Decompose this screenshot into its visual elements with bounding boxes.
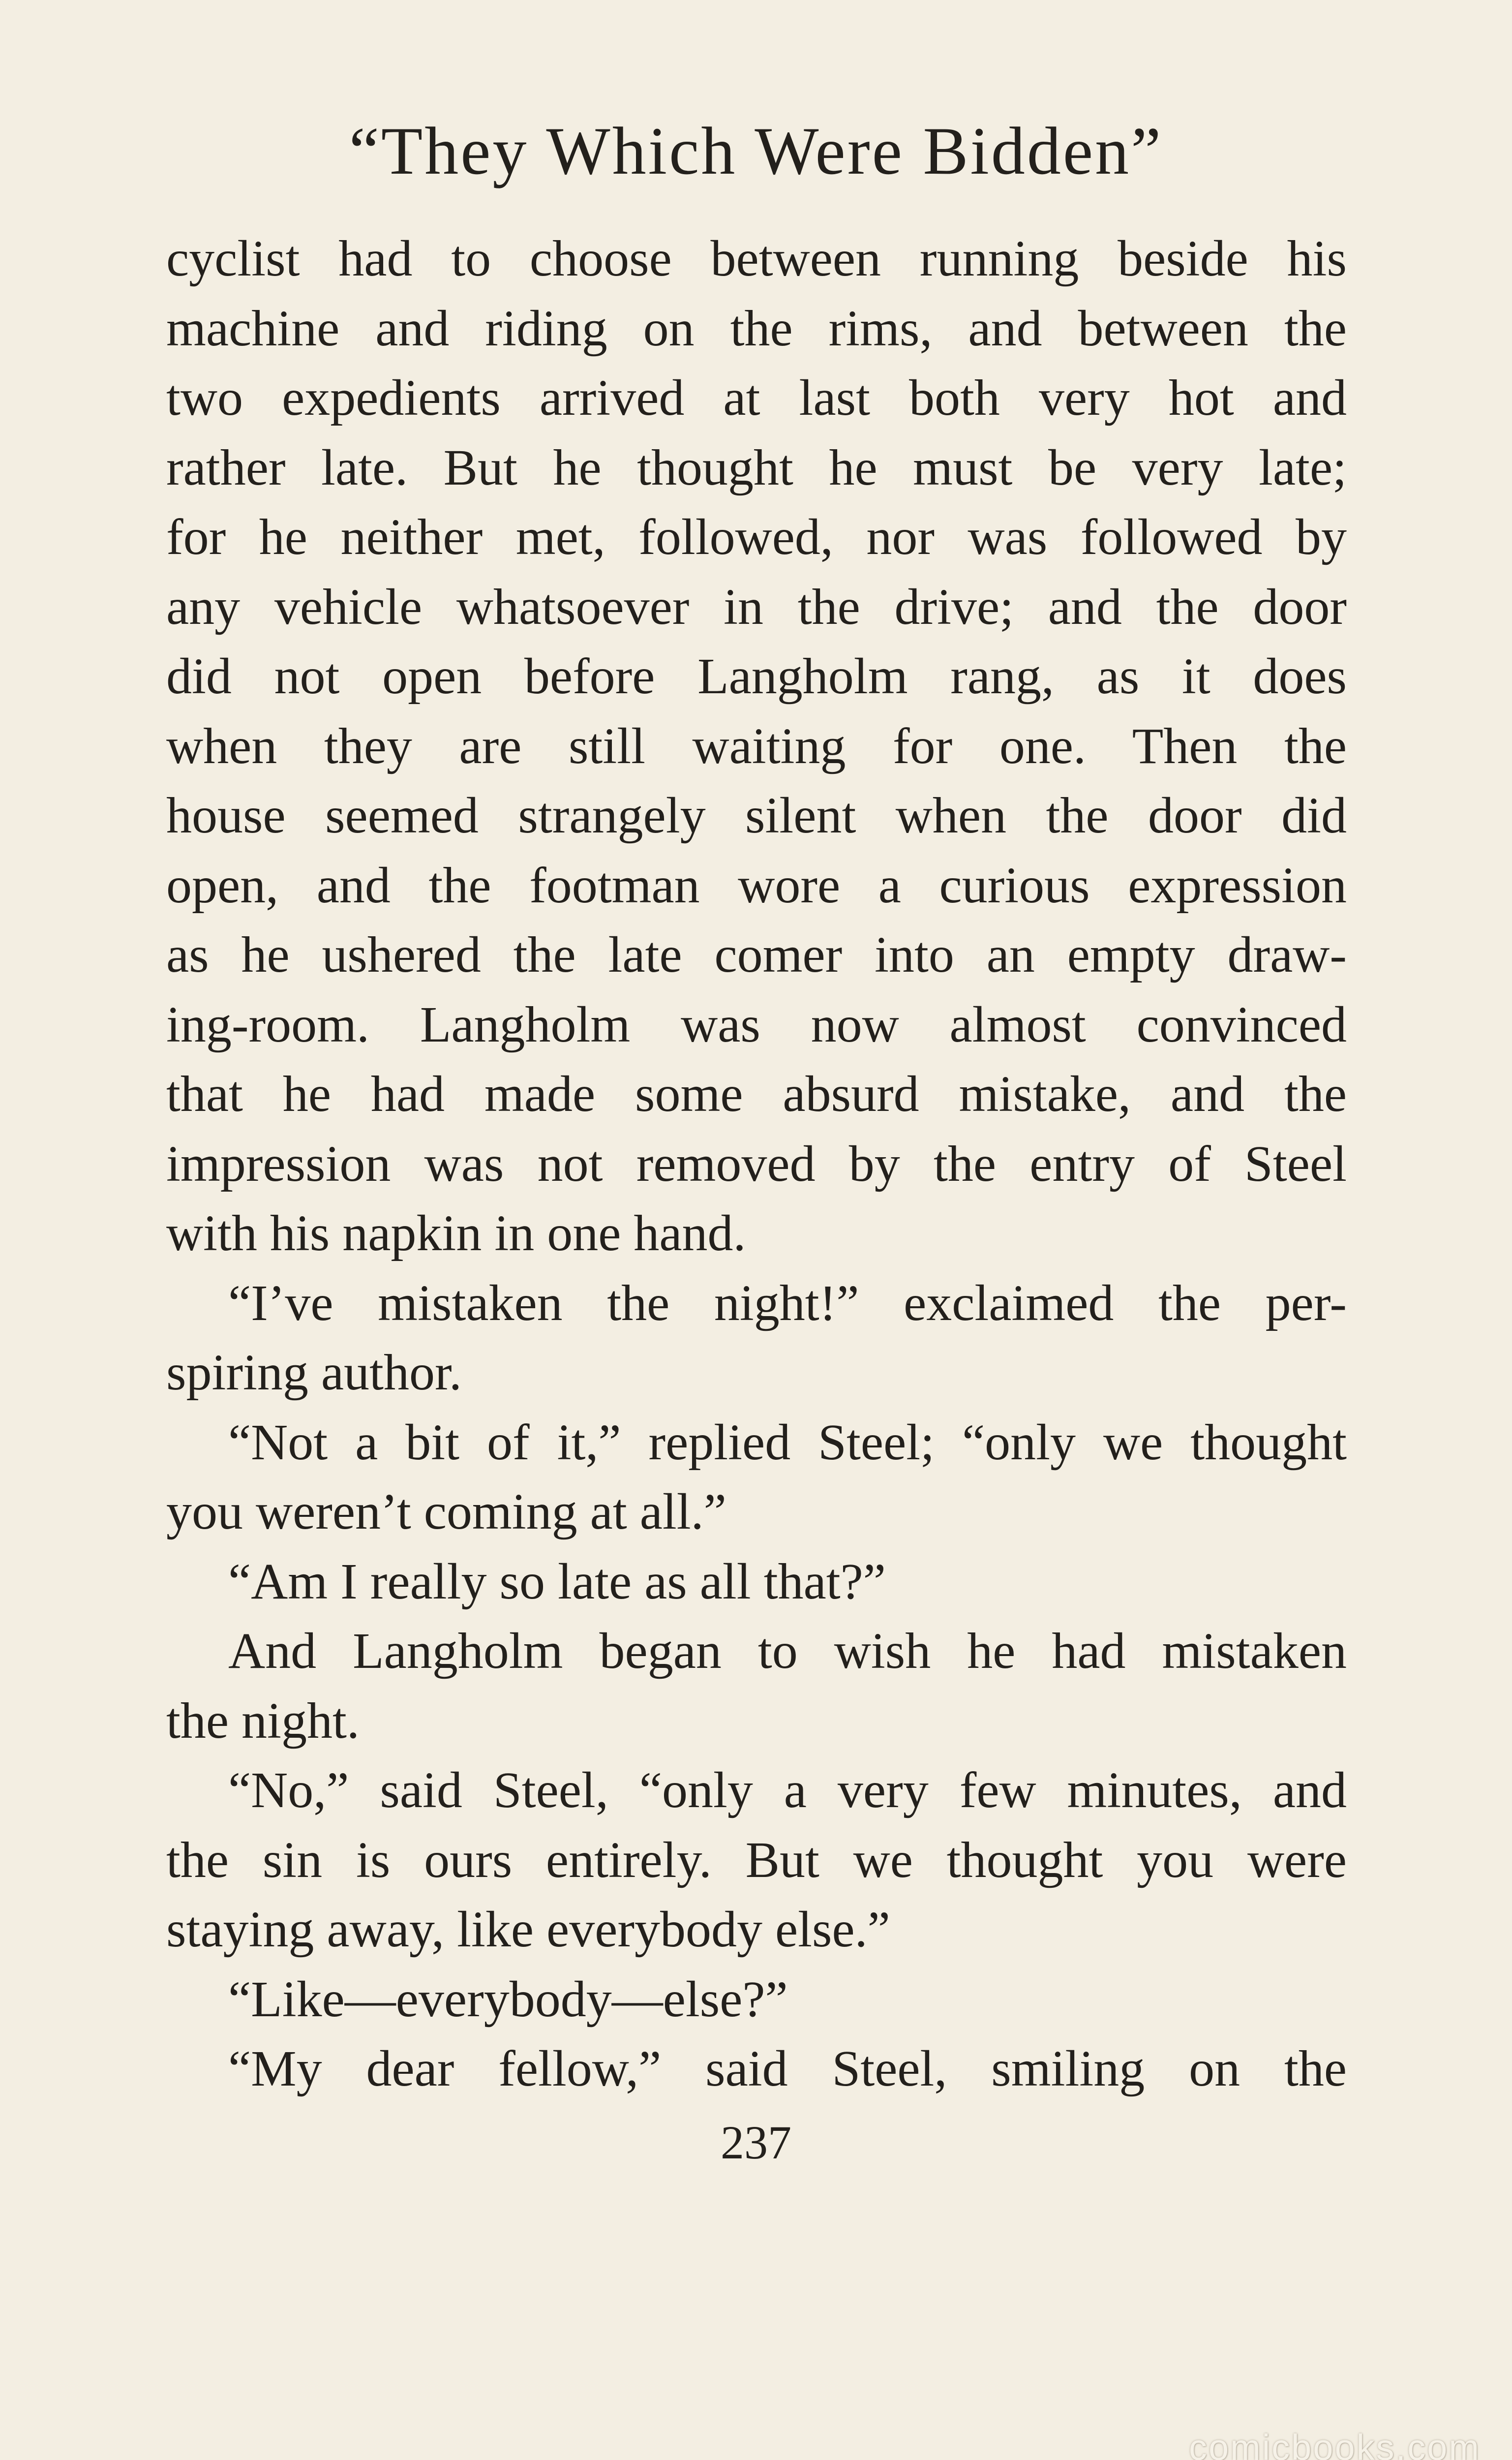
text-line: for he neither met, followed, nor was followed by <box>166 509 1347 565</box>
text-line: And Langholm began to wish he had mistaken <box>228 1623 1347 1679</box>
text-line: “I’ve mistaken the night!” exclaimed the per- <box>228 1274 1347 1331</box>
text-line: as he ushered the late comer into an empty draw- <box>166 926 1347 983</box>
text-line: impression was not removed by the entry of Steel <box>166 1135 1347 1192</box>
text-line: ing-room. Langholm was now almost convinced <box>166 996 1347 1053</box>
text-line: you weren’t coming at all.” <box>166 1483 726 1540</box>
text-line: “My dear fellow,” said Steel, smiling on the <box>228 2040 1347 2097</box>
text-line: staying away, like everybody else.” <box>166 1901 890 1958</box>
text-line: when they are still waiting for one. Then the <box>166 717 1347 774</box>
text-line: that he had made some absurd mistake, and the <box>166 1066 1347 1122</box>
text-line: the sin is ours entirely. But we thought you were <box>166 1831 1347 1888</box>
page-number: 237 <box>721 2116 791 2169</box>
text-line: with his napkin in one hand. <box>166 1205 746 1261</box>
text-line: the night. <box>166 1692 360 1749</box>
text-line: two expedients arrived at last both very hot and <box>166 369 1347 426</box>
text-line: rather late. But he thought he must be very late; <box>166 439 1347 496</box>
text-line: “Like—everybody—else?” <box>228 1970 788 2028</box>
text-line: “No,” said Steel, “only a very few minutes, and <box>228 1762 1347 1818</box>
text-line: spiring author. <box>166 1344 462 1401</box>
text-line: house seemed strangely silent when the door did <box>166 787 1347 844</box>
text-line: did not open before Langholm rang, as it does <box>166 648 1347 705</box>
text-line: open, and the footman wore a curious expression <box>166 857 1347 914</box>
running-head: “They Which Were Bidden” <box>349 113 1163 188</box>
text-line: “Not a bit of it,” replied Steel; “only we thought <box>228 1414 1347 1471</box>
text-line: any vehicle whatsoever in the drive; and the door <box>166 578 1347 635</box>
watermark-text: comicbooks.com <box>1188 2427 1481 2460</box>
text-line: cyclist had to choose between running beside his <box>166 230 1347 287</box>
text-line: “Am I really so late as all that?” <box>228 1553 886 1610</box>
text-line: machine and riding on the rims, and between the <box>166 300 1347 357</box>
body-text <box>166 224 1347 2104</box>
